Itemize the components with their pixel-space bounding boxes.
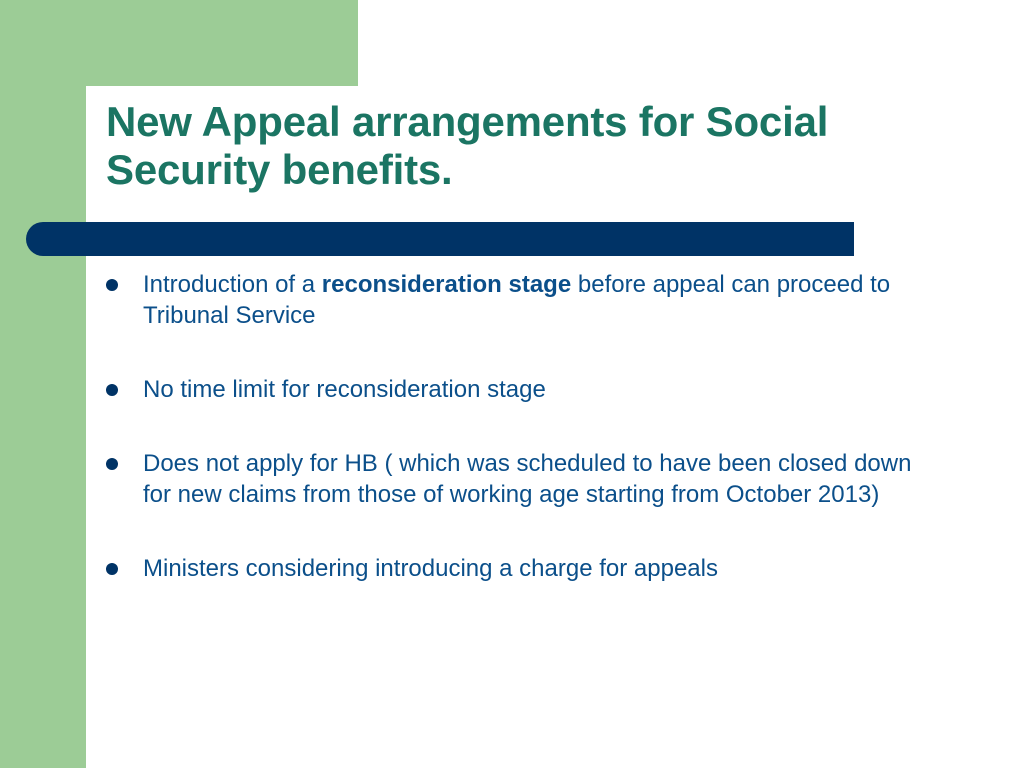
green-left-band [0, 0, 86, 768]
bullet-item-appeal-charge [106, 553, 946, 584]
bullet-dot-icon [106, 563, 118, 575]
bullet-item-hb-exclusion [106, 448, 946, 510]
bullet-text-emphasis: reconsideration stage [321, 271, 572, 298]
bullet-text: Ministers considering introducing a charge for appeals [143, 555, 718, 582]
bullet-list [106, 269, 946, 627]
green-top-band [0, 0, 358, 86]
bullet-item-no-time-limit [106, 374, 946, 405]
title-line-1: New Appeal arrangements for Social [106, 98, 829, 145]
title-line-2: Security benefits. [106, 146, 453, 193]
bullet-text: Does not apply for HB ( which was scheduled to have been closed down for new claims from those of working age starting from October 2013) [143, 450, 912, 508]
bullet-text: No time limit for reconsideration stage [143, 376, 546, 403]
bullet-dot-icon [106, 279, 118, 291]
bullet-text-intro: Introduction of a [143, 271, 322, 298]
bullet-item-reconsideration-stage [106, 269, 946, 331]
bullet-text-rest: before appeal can proceed to Tribunal Service [143, 271, 897, 329]
bullet-dot-icon [106, 384, 118, 396]
title-rule-bar [26, 222, 854, 256]
bullet-dot-icon [106, 458, 118, 470]
slide-title [106, 98, 966, 194]
bullet-text [143, 271, 896, 329]
